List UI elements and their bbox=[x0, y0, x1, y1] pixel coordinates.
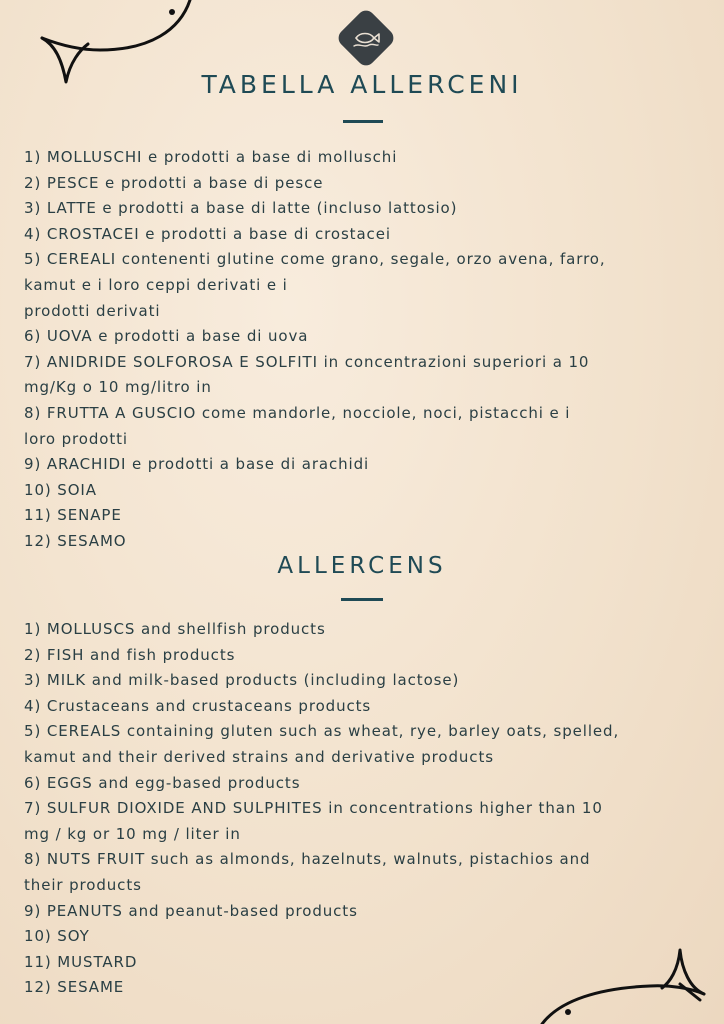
list-item: 11) SENAPE bbox=[24, 506, 122, 525]
fish-logo-icon bbox=[350, 22, 382, 54]
list-item: 9) ARACHIDI e prodotti a base di arachidi bbox=[24, 455, 370, 474]
list-item: 7) ANIDRIDE SOLFOROSA E SOLFITI in concentrazioni superiori a 10 bbox=[24, 352, 590, 371]
list-item: mg/Kg o 10 mg/litro in bbox=[24, 378, 212, 397]
list-item: 5) CEREALI contenenti glutine come grano, segale, orzo avena, farro, bbox=[24, 250, 606, 269]
list-item: 6) UOVA e prodotti a base di uova bbox=[24, 327, 309, 346]
list-item: loro prodotti bbox=[24, 429, 128, 448]
list-item: 9) PEANUTS and peanut-based products bbox=[24, 901, 358, 920]
list-item: mg / kg or 10 mg / liter in bbox=[24, 824, 241, 843]
list-item: 6) EGGS and egg-based products bbox=[24, 773, 301, 792]
list-item: kamut e i loro ceppi derivati e i bbox=[24, 275, 288, 294]
list-item: 7) SULFUR DIOXIDE AND SULPHITES in concentrations higher than 10 bbox=[24, 799, 603, 818]
list-item: 2) PESCE e prodotti a base di pesce bbox=[24, 173, 324, 192]
title-underline bbox=[341, 598, 383, 601]
section-title-english: ALLERCENS bbox=[277, 553, 447, 579]
list-item: their products bbox=[24, 875, 142, 894]
list-item: 10) SOY bbox=[24, 927, 90, 946]
list-item: 10) SOIA bbox=[24, 480, 97, 499]
fish-tail-decoration-icon bbox=[540, 940, 724, 1024]
list-item: 4) CROSTACEI e prodotti a base di crostacei bbox=[24, 224, 391, 243]
list-item: 2) FISH and fish products bbox=[24, 645, 236, 664]
list-item: 8) FRUTTA A GUSCIO come mandorle, nocciole, noci, pistacchi e i bbox=[24, 403, 571, 422]
list-item: 1) MOLLUSCHI e prodotti a base di molluschi bbox=[24, 148, 398, 166]
list-item: 11) MUSTARD bbox=[24, 952, 138, 971]
list-item: 3) LATTE e prodotti a base di latte (incluso lattosio) bbox=[24, 199, 458, 218]
allergen-list-italian bbox=[24, 145, 714, 555]
list-item: 5) CEREALS containing gluten such as wheat, rye, barley oats, spelled, bbox=[24, 722, 620, 741]
list-item: kamut and their derived strains and derivative products bbox=[24, 747, 494, 766]
list-item: 8) NUTS FRUIT such as almonds, hazelnuts, walnuts, pistachios and bbox=[24, 850, 591, 869]
list-item: 3) MILK and milk-based products (including lactose) bbox=[24, 671, 460, 690]
list-item: prodotti derivati bbox=[24, 301, 161, 320]
list-item: 1) MOLLUSCS and shellfish products bbox=[24, 620, 326, 638]
title-underline bbox=[343, 120, 383, 123]
list-item: 12) SESAME bbox=[24, 978, 125, 997]
page-title-italian: TABELLA ALLERCENI bbox=[201, 70, 523, 99]
fish-logo bbox=[335, 7, 397, 69]
list-item: 4) Crustaceans and crustaceans products bbox=[24, 696, 372, 715]
list-item: 12) SESAMO bbox=[24, 531, 127, 550]
